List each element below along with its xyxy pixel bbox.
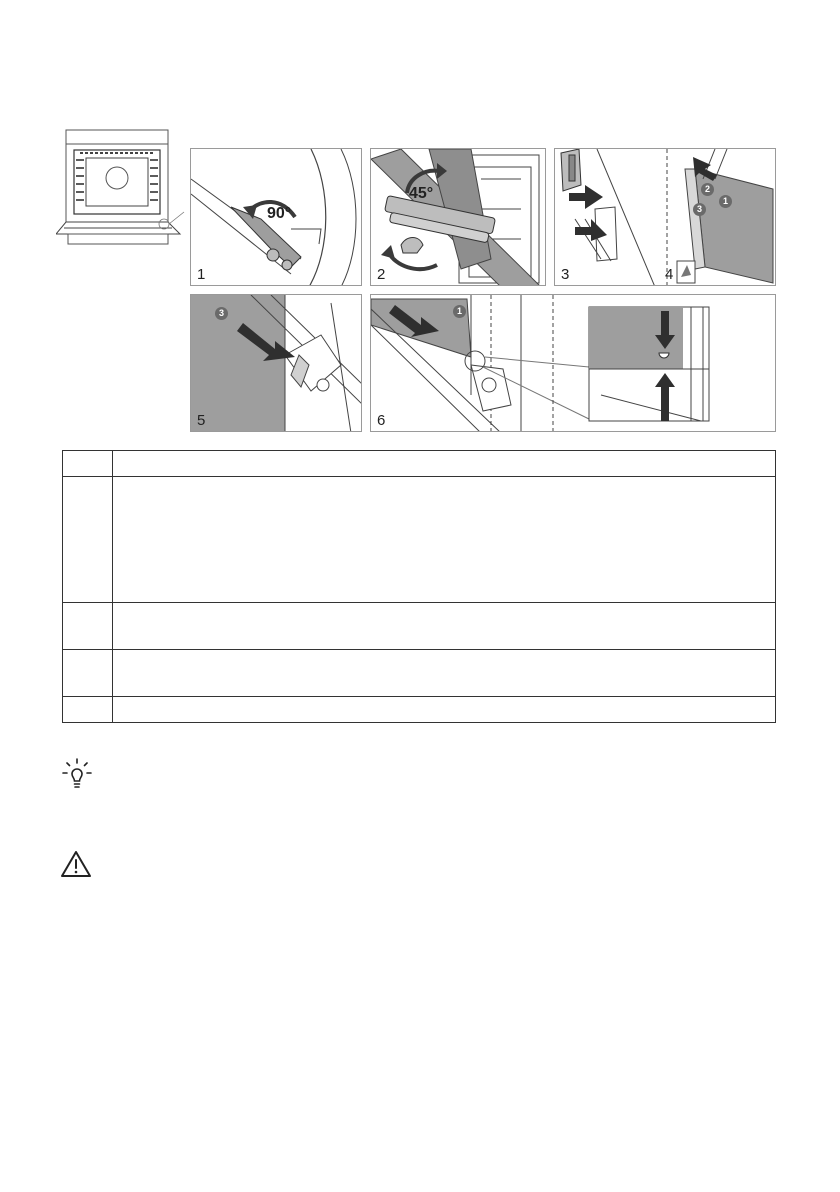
step-2-angle: 45° — [409, 185, 434, 202]
table-cell-step — [63, 477, 113, 603]
step-4-label: 4 — [665, 266, 674, 283]
warning-icon — [60, 850, 92, 878]
table-header-action — [113, 451, 776, 477]
step-1-panel — [190, 148, 362, 286]
step-5-label: 5 — [197, 412, 206, 429]
step-2-label: 2 — [377, 266, 386, 283]
table-cell-text — [113, 650, 776, 697]
oven-overview-illustration — [56, 128, 186, 258]
table-cell-text — [113, 603, 776, 650]
table-cell-step — [63, 603, 113, 650]
table-header-row — [63, 451, 776, 477]
lightbulb-icon — [62, 758, 92, 790]
step-6-label: 6 — [377, 412, 386, 429]
instructions-table — [62, 450, 776, 723]
table-cell-text — [113, 477, 776, 603]
step-4-badge-3: 3 — [693, 203, 706, 216]
table-row — [63, 603, 776, 650]
step-5-badge-3: 3 — [215, 307, 228, 320]
table-cell-step — [63, 697, 113, 723]
table-cell-text — [113, 697, 776, 723]
step-2-drawing — [371, 149, 546, 286]
step-3-4-panel — [554, 148, 776, 286]
step-3-label: 3 — [561, 266, 570, 283]
step-5-panel — [190, 294, 362, 432]
step-4-badge-1: 1 — [719, 195, 732, 208]
table-header-step — [63, 451, 113, 477]
step-2-panel — [370, 148, 546, 286]
step-4-badge-2: 2 — [701, 183, 714, 196]
step-6-badge-1: 1 — [453, 305, 466, 318]
step-1-label: 1 — [197, 266, 206, 283]
step-6-drawing — [371, 295, 776, 432]
step-6-panel — [370, 294, 776, 432]
table-row — [63, 697, 776, 723]
step-1-angle: 90° — [267, 205, 292, 222]
table-row — [63, 650, 776, 697]
table-cell-step — [63, 650, 113, 697]
table-row — [63, 477, 776, 603]
